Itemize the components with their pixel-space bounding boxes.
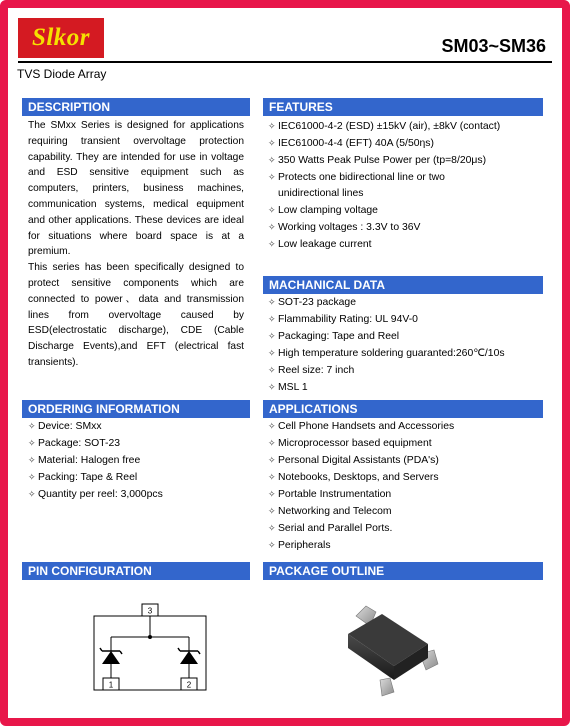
feature-text: Low clamping voltage [278,205,378,216]
brand-logo-text: Slkor [31,24,91,51]
ordering-text: Device: SMxx [38,421,102,432]
list-item [28,418,163,435]
ordering-text: Material: Halogen free [38,455,141,466]
list-item [268,328,505,345]
pin1-label: 1 [108,680,114,690]
bullet-icon: ✧ [268,297,276,307]
features-heading: FEATURES [263,98,543,116]
brand-logo [18,18,104,58]
pin-configuration-diagram [90,600,210,700]
bullet-icon: ✧ [28,421,36,431]
bullet-icon: ✧ [268,506,276,516]
application-text: Portable Instrumentation [278,489,392,500]
pin-config-heading: PIN CONFIGURATION [22,562,250,580]
application-text: Personal Digital Assistants (PDA's) [278,455,439,466]
description-body [28,118,244,371]
description-paragraph: This series has been specifically designed to protect sensitive components which are connected to power、data and transmission lines from overvoltage caused by ESD(electrostatic discharge), CDE (Cable Discharge Events),and EFT (electrical fast transients). [28,262,244,368]
list-item [268,236,500,253]
bullet-icon: ✧ [268,489,276,499]
ordering-text: Packing: Tape & Reel [38,472,138,483]
application-text: Peripherals [278,540,331,551]
bullet-icon: ✧ [28,489,36,499]
mechanical-text: Flammability Rating: UL 94V-0 [278,314,418,325]
package-outline-heading: PACKAGE OUTLINE [263,562,543,580]
list-item [268,520,454,537]
bullet-icon: ✧ [268,365,276,375]
mechanical-text: Packaging: Tape and Reel [278,331,400,342]
list-item [268,503,454,520]
list-item [268,135,500,152]
bullet-icon: ✧ [268,472,276,482]
ordering-heading: ORDERING INFORMATION [22,400,250,418]
features-list [268,118,500,253]
package-lead-2 [380,678,394,696]
application-text: Notebooks, Desktops, and Servers [278,472,439,483]
bullet-icon: ✧ [28,455,36,465]
feature-text: IEC61000-4-4 (EFT) 40A (5/50ηs) [278,138,434,149]
applications-heading: APPLICATIONS [263,400,543,418]
feature-text: Working voltages : 3.3V to 36V [278,222,421,233]
page-subtitle: TVS Diode Array [17,67,107,81]
list-item [268,311,505,328]
ordering-text: Package: SOT-23 [38,438,121,449]
list-item [268,537,454,554]
application-text: Serial and Parallel Ports. [278,523,393,534]
bullet-icon: ✧ [268,438,276,448]
ordering-list [28,418,163,503]
mechanical-heading: MACHANICAL DATA [263,276,543,294]
list-item [268,152,500,169]
bullet-icon: ✧ [268,314,276,324]
bullet-icon: ✧ [268,205,276,215]
list-item [268,418,454,435]
list-item [28,452,163,469]
application-text: Networking and Telecom [278,506,392,517]
bullet-icon: ✧ [268,348,276,358]
bullet-icon: ✧ [268,331,276,341]
bullet-icon: ✧ [268,155,276,165]
pin2-label: 2 [186,680,192,690]
mechanical-list [268,294,505,396]
list-item [268,169,500,186]
bullet-icon: ✧ [268,172,276,182]
description-heading: DESCRIPTION [22,98,250,116]
list-item [268,294,505,311]
list-item-continuation [268,186,500,202]
feature-text: 350 Watts Peak Pulse Power per (tp=8/20μs) [278,155,487,166]
list-item [268,435,454,452]
list-item [28,469,163,486]
application-text: Cell Phone Handsets and Accessories [278,421,455,432]
bullet-icon: ✧ [268,239,276,249]
bullet-icon: ✧ [268,421,276,431]
mechanical-text: SOT-23 package [278,297,356,308]
list-item [268,202,500,219]
list-item [268,379,505,396]
tvs-diode-2-icon [180,651,198,664]
bullet-icon: ✧ [28,472,36,482]
bullet-icon: ✧ [268,138,276,148]
list-item [268,362,505,379]
feature-text: Low leakage current [278,239,372,250]
application-text: Microprocessor based equipment [278,438,432,449]
list-item [268,345,505,362]
bullet-icon: ✧ [268,222,276,232]
header-divider [18,61,552,63]
description-paragraph: The SMxx Series is designed for applications requiring transient overvoltage protection capability. They are intended for use in voltage and ESD sensitive equipment such as computers, printers, business machines, communication systems, medical equipment and other applications. These devices are ideal for situations where board space is at a premium. [28,120,244,258]
bullet-icon: ✧ [268,121,276,131]
bullet-icon: ✧ [28,438,36,448]
list-item [268,118,500,135]
feature-text: IEC61000-4-2 (ESD) ±15kV (air), ±8kV (contact) [278,121,501,132]
list-item [268,219,500,236]
bullet-icon: ✧ [268,540,276,550]
applications-list [268,418,454,554]
page-title: SM03~SM36 [441,36,546,56]
bullet-icon: ✧ [268,523,276,533]
feature-text: Protects one bidirectional line or two [278,172,445,183]
pin3-label: 3 [147,606,153,616]
bullet-icon: ✧ [268,455,276,465]
tvs-diode-1-icon [102,651,120,664]
list-item [28,435,163,452]
list-item [268,452,454,469]
list-item [268,486,454,503]
bullet-icon: ✧ [268,382,276,392]
sot23-package-image [330,592,450,704]
list-item [28,486,163,503]
feature-text: unidirectional lines [278,188,364,199]
list-item [268,469,454,486]
mechanical-text: Reel size: 7 inch [278,365,355,376]
mechanical-text: High temperature soldering guaranted:260℃/10s [278,348,505,359]
mechanical-text: MSL 1 [278,382,308,393]
ordering-text: Quantity per reel: 3,000pcs [38,489,163,500]
